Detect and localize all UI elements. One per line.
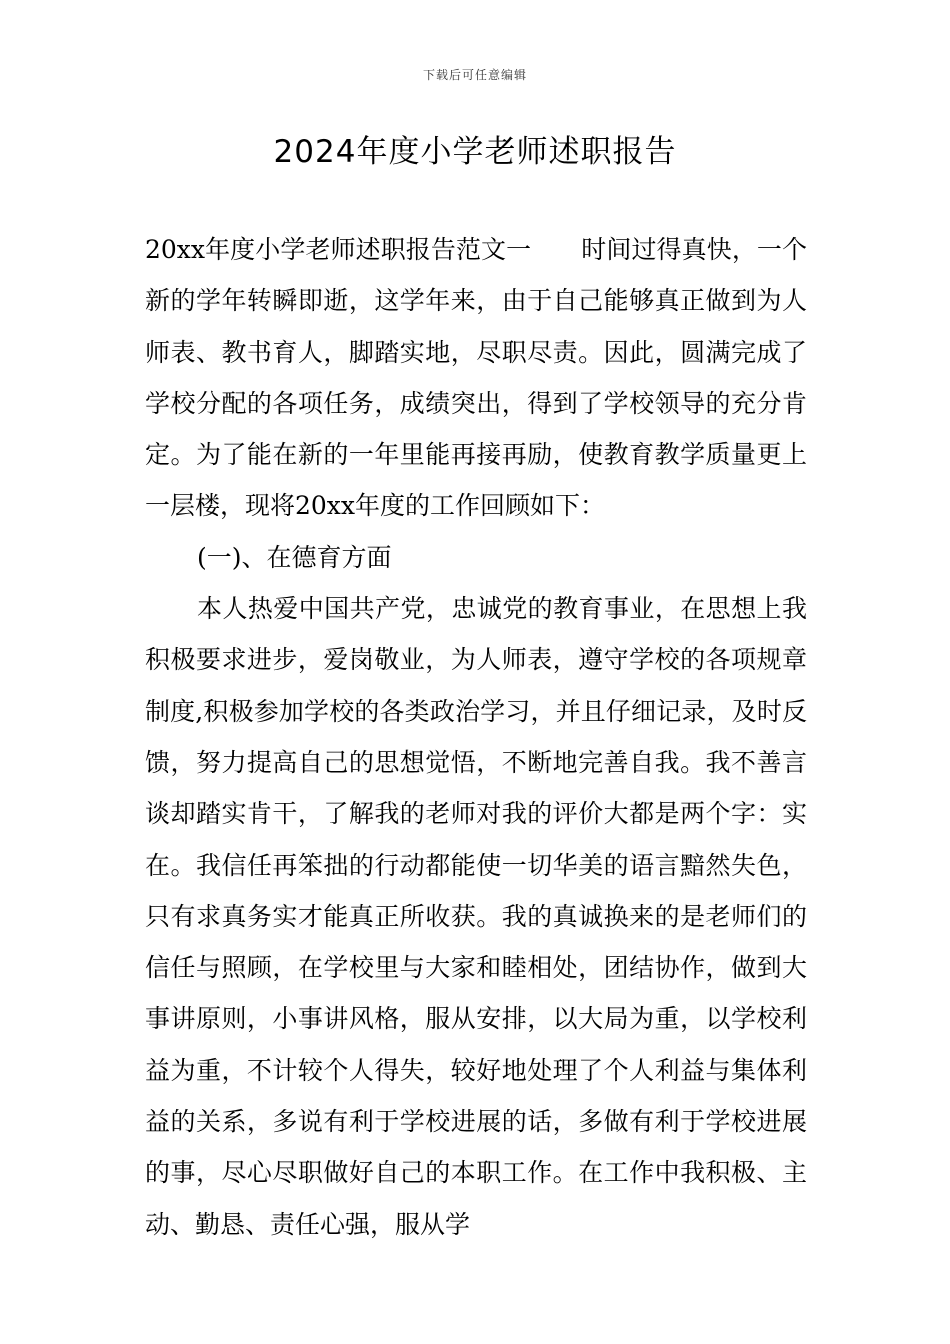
header-note: 下载后可任意编辑 — [422, 68, 527, 82]
intro-lead: 20xx年度小学老师述职报告范文一 — [145, 235, 532, 264]
intro-text: 时间过得真快，一个新的学年转瞬即逝，这学年来，由于自己能够真正做到为人师表、教书育人，脚踏实地，尽职尽责。因此，圆满完成了学校分配的各项任务，成绩突出，得到了学校领导的充分肯定。为了能在新的一年里能再接再励，使教育教学质量更上一层楼，现将20xx年度的工作回顾如下： — [145, 235, 807, 521]
page-title: 2024年度小学老师述职报告 — [273, 134, 677, 170]
document-body — [145, 224, 807, 1250]
intro-paragraph — [145, 224, 807, 532]
section-paragraph: 本人热爱中国共产党，忠诚党的教育事业，在思想上我积极要求进步，爱岗敬业，为人师表，遵守学校的各项规章制度,积极参加学校的各类政治学习，并且仔细记录，及时反馈，努力提高自己的思想觉悟，不断地完善自我。我不善言谈却踏实肯干，了解我的老师对我的评价大都是两个字：实在。我信任再笨拙的行动都能使一切华美的语言黯然失色，只有求真务实才能真正所收获。我的真诚换来的是老师们的信任与照顾，在学校里与大家和睦相处，团结协作，做到大事讲原则，小事讲风格，服从安排，以大局为重，以学校利益为重，不计较个人得失，较好地处理了个人利益与集体利益的关系，多说有利于学校进展的话，多做有利于学校进展的事，尽心尽职做好自己的本职工作。在工作中我积极、主动、勤恳、责任心强，服从学 — [145, 594, 807, 1239]
section-heading: (一)、在德育方面 — [197, 542, 392, 572]
